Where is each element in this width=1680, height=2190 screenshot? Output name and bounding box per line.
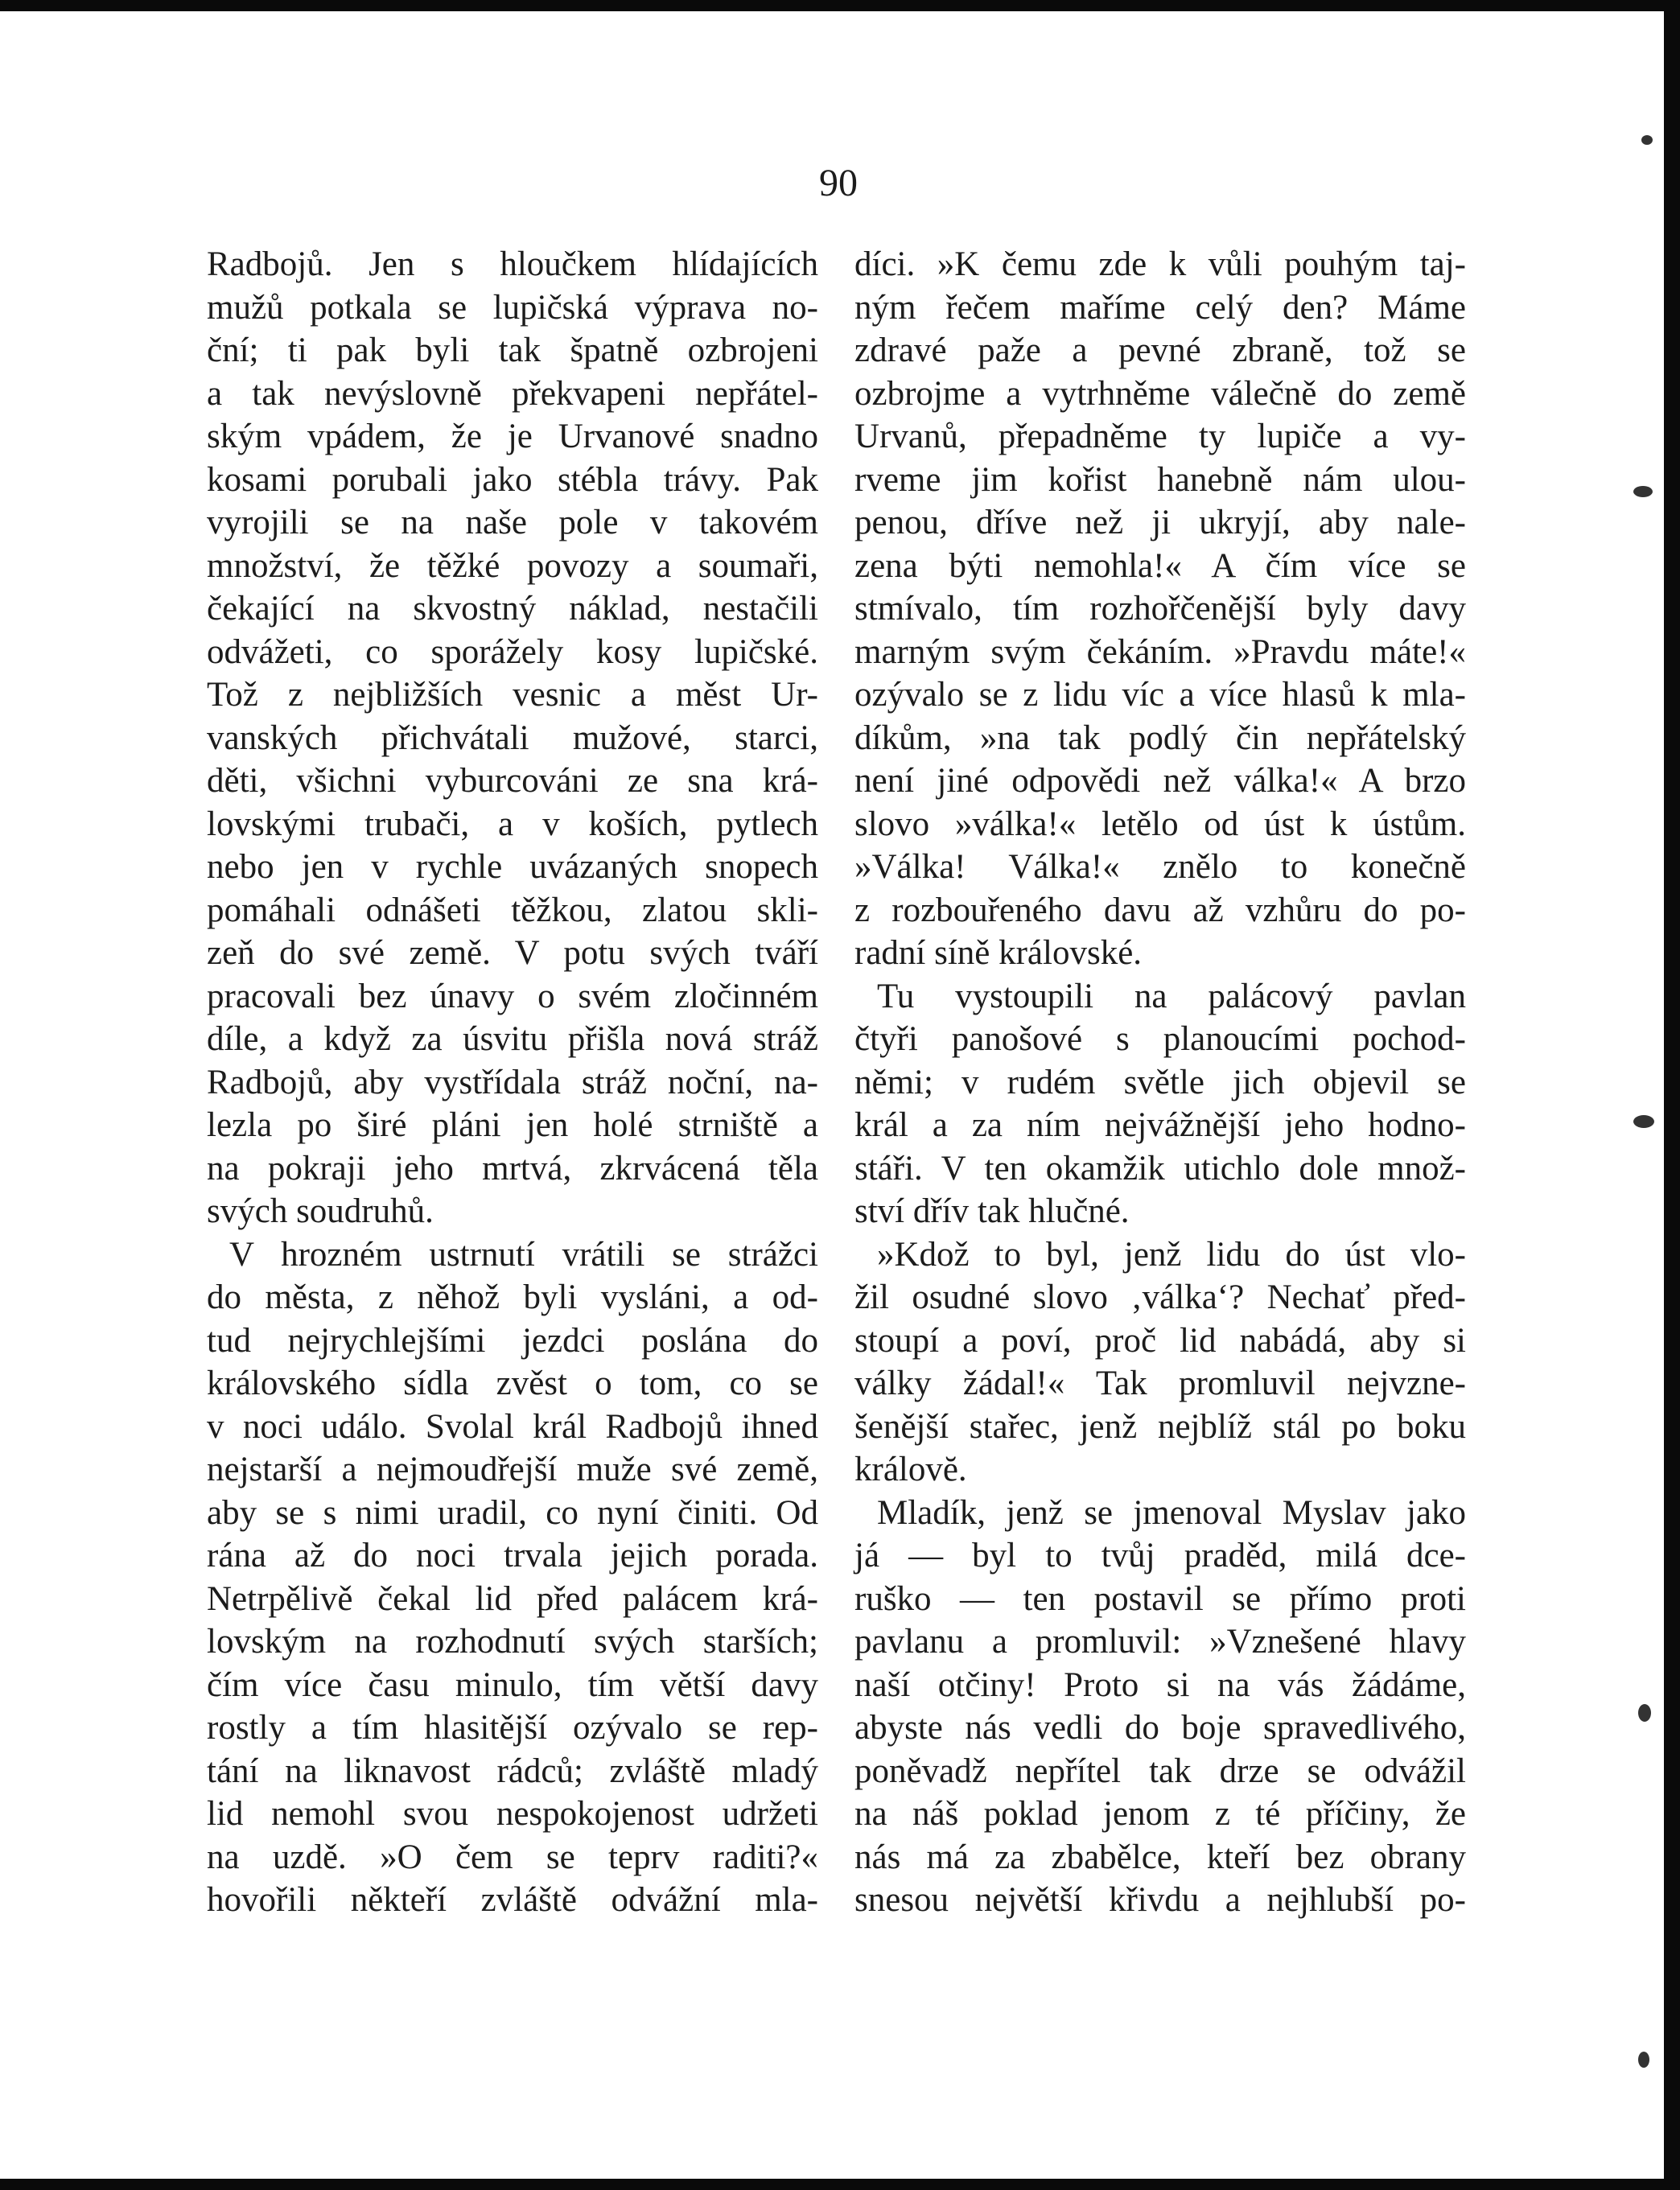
text-line: množství, že těžké povozy a soumaři, — [207, 546, 818, 585]
text-line: lid nemohl svou nespokojenost udržeti — [207, 1795, 818, 1833]
text-line: abyste nás vedli do boje spravedlivého, — [854, 1709, 1466, 1747]
text-line: z rozbouřeného davu až vzhůru do po- — [854, 891, 1466, 929]
text-line: ským vpádem, že je Urvanové snadno — [207, 418, 818, 455]
text-line: na pokraji jeho mrtvá, zkrvácená těla — [207, 1149, 818, 1188]
text-line: v noci událo. Svolal král Radbojů ihned — [207, 1407, 818, 1446]
scan-border-right — [1664, 0, 1680, 2190]
scan-speck — [1641, 135, 1653, 145]
text-line: zdravé paže a pevné zbraně, tož se — [854, 331, 1466, 369]
text-line: Radbojů, aby vystřídala stráž noční, na- — [207, 1063, 818, 1101]
text-line: aby se s nimi uradil, co nyní činiti. Od — [207, 1493, 818, 1532]
text-line: radní síně královské. — [854, 934, 1143, 972]
text-line: němi; v rudém světle jich objevil se — [854, 1063, 1466, 1101]
text-line: není jiné odpovědi než válka!« A brzo — [854, 762, 1466, 800]
text-line: lovskými trubači, a v koších, pytlech — [207, 805, 818, 843]
text-line: naší otčiny! Proto si na vás žádáme, — [854, 1665, 1466, 1704]
text-line: »Válka! Válka!« znělo to konečně — [854, 848, 1466, 886]
text-line: a tak nevýslovně překvapeni nepřátel- — [207, 374, 818, 413]
text-line: kosami porubali jako stébla trávy. Pak — [207, 460, 818, 499]
text-line: děti, všichni vyburcováni ze sna krá- — [207, 762, 818, 800]
text-line: snesou největší křivdu a nejhlubší po- — [854, 1881, 1466, 1919]
text-line: Radbojů. Jen s hloučkem hlídajících — [207, 245, 818, 283]
text-line: vyrojili se na naše pole v takovém — [207, 504, 818, 541]
left-text-column — [207, 243, 818, 1922]
text-line: čekající na skvostný náklad, nestačili — [207, 590, 818, 628]
scan-speck — [1633, 486, 1653, 497]
text-line: čtyři panošové s planoucími pochod- — [854, 1020, 1466, 1058]
text-line: šenější stařec, jenž nejblíž stál po boku — [854, 1407, 1466, 1446]
text-line: pracovali bez únavy o svém zločinném — [207, 977, 818, 1015]
text-line: ční; ti pak byli tak špatně ozbrojeni — [207, 331, 818, 369]
text-line: čím více času minulo, tím větší davy — [207, 1665, 818, 1704]
text-line: »Kdož to byl, jenž lidu do úst vlo- — [877, 1235, 1466, 1274]
text-line: odvážeti, co sporážely kosy lupičské. — [207, 632, 818, 671]
text-line: zena býti nemohla!« A čím více se — [854, 546, 1466, 585]
text-line: svých soudruhů. — [207, 1192, 434, 1230]
scan-speck — [1638, 1704, 1651, 1722]
text-line: Tu vystoupili na palácový pavlan — [877, 977, 1466, 1015]
text-line: žil osudné slovo ‚válka‘? Nechať před- — [854, 1278, 1466, 1316]
text-line: zeň do své země. V potu svých tváří — [207, 934, 818, 972]
text-line: na uzdě. »O čem se teprv raditi?« — [207, 1838, 818, 1876]
text-line: ozbrojme a vytrhněme válečně do země — [854, 374, 1466, 413]
scan-border-bottom — [0, 2179, 1680, 2190]
text-line: poněvadž nepřítel tak drze se odvážil — [854, 1752, 1466, 1790]
text-line: díkům, »na tak podlý čin nepřátelský — [854, 718, 1466, 757]
text-line: Mladík, jenž se jmenoval Myslav jako — [877, 1493, 1466, 1532]
text-line: hovořili někteří zvláště odvážní mla- — [207, 1881, 818, 1919]
scan-border-top — [0, 0, 1680, 11]
text-line: mužů potkala se lupičská výprava no- — [207, 288, 818, 327]
text-line: marným svým čekáním. »Pravdu máte!« — [854, 632, 1466, 671]
text-line: Netrpělivě čekal lid před palácem krá- — [207, 1579, 818, 1618]
text-line: války žádal!« Tak promluvil nejvzne- — [854, 1365, 1466, 1402]
text-line: lezla po širé pláni jen holé strniště a — [207, 1106, 818, 1144]
text-line: ným řečem maříme celý den? Máme — [854, 288, 1466, 327]
text-line: do města, z něhož byli vysláni, a od- — [207, 1278, 818, 1316]
text-line: Urvanů, přepadněme ty lupiče a vy- — [854, 418, 1466, 455]
text-line: pomáhali odnášeti těžkou, zlatou skli- — [207, 891, 818, 929]
text-line: nás má za zbabělce, kteří bez obrany — [854, 1838, 1466, 1876]
text-line: slovo »válka!« letělo od úst k ústům. — [854, 805, 1466, 843]
text-line: nejstarší a nejmoudřejší muže své země, — [207, 1451, 818, 1488]
scan-speck — [1638, 2052, 1649, 2068]
text-line: královského sídla zvěst o tom, co se — [207, 1365, 818, 1402]
scan-speck — [1633, 1115, 1654, 1128]
text-line: penou, dříve než ji ukryjí, aby nale- — [854, 504, 1466, 541]
text-line: vanských přichvátali mužové, starci, — [207, 718, 818, 757]
text-line: nebo jen v rychle uvázaných snopech — [207, 848, 818, 886]
text-line: díci. »K čemu zde k vůli pouhým taj- — [854, 245, 1466, 283]
page-number: 90 — [819, 162, 858, 204]
text-line: já — byl to tvůj praděd, milá dce- — [854, 1537, 1466, 1575]
text-line: V hrozném ustrnutí vrátili se strážci — [229, 1235, 818, 1274]
text-line: rostly a tím hlasitější ozývalo se rep- — [207, 1709, 818, 1747]
text-line: Tož z nejbližších vesnic a měst Ur- — [207, 676, 818, 714]
text-line: tud nejrychlejšími jezdci poslána do — [207, 1321, 818, 1360]
text-line: král a za ním nejvážnější jeho hodno- — [854, 1106, 1466, 1144]
text-line: stoupí a poví, proč lid nabádá, aby si — [854, 1321, 1466, 1360]
text-line: na náš poklad jenom z té příčiny, že — [854, 1795, 1466, 1833]
text-line: ozývalo se z lidu víc a více hlasů k mla- — [854, 676, 1466, 714]
text-line: ství dřív tak hlučné. — [854, 1192, 1130, 1230]
text-line: díle, a když za úsvitu přišla nová stráž — [207, 1020, 818, 1058]
text-line: rveme jim kořist hanebně nám ulou- — [854, 460, 1466, 499]
text-line: pavlanu a promluvil: »Vznešené hlavy — [854, 1623, 1466, 1661]
text-line: lovským na rozhodnutí svých starších; — [207, 1623, 818, 1661]
right-text-column — [854, 243, 1466, 1922]
text-line: ruško — ten postavil se přímo proti — [854, 1579, 1466, 1618]
text-line: královĕ. — [854, 1451, 967, 1488]
text-line: stmívalo, tím rozhořčenější byly davy — [854, 590, 1466, 628]
text-line: stáři. V ten okamžik utichlo dole množ- — [854, 1149, 1466, 1188]
text-line: tání na liknavost rádců; zvláště mladý — [207, 1752, 818, 1790]
text-line: rána až do noci trvala jejich porada. — [207, 1537, 818, 1575]
